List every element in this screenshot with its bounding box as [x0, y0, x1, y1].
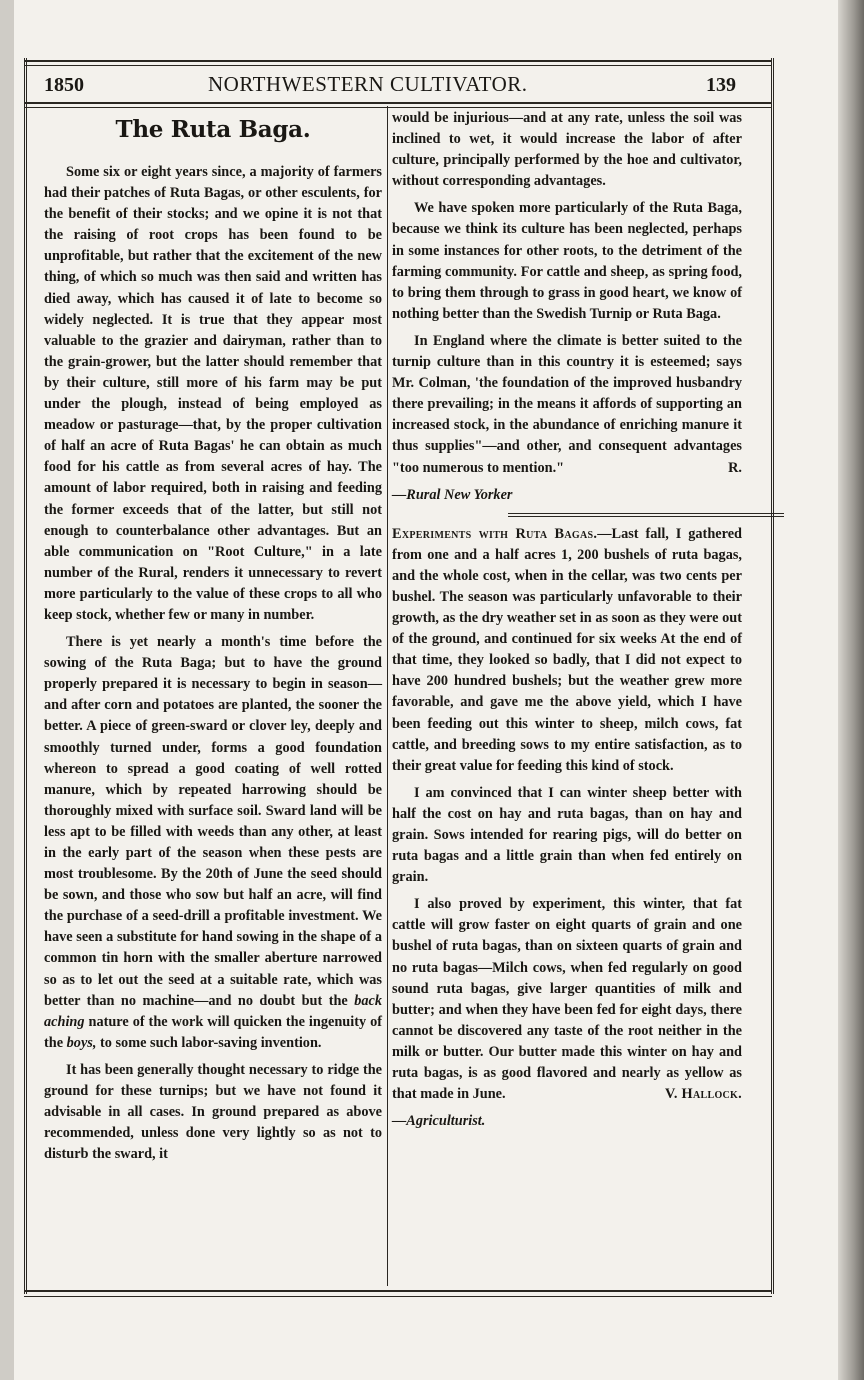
left-column: [44, 162, 382, 1165]
signature: R.: [728, 459, 742, 476]
text: —Last fall, I gathered from one and a half acres 1, 200 bushels of ruta bagas, and the whole cost, when in the cellar, was two cents per bushel. The season was particularly unfavorable to their growth, as the dry weather set in as soon as they were out of the ground, and continued for six weeks At the end of that time, they looked so badly, that I did not expect to have 200 hundred bushels; but the weather grew more favorable, and gave me the above yield, which I have been feeding out this winter to sheep, milch cows, fat cattle, and breeding sows to my entire satisfaction, as to their great value for feeding this kind of stock.: [392, 525, 742, 774]
text: I also proved by experiment, this winter, that fat cattle will grow faster on eight quarts of grain and one bushel of ruta bagas, than on sixteen quarts of grain and no ruta bagas—Milch cows, when fed regularly on good sound ruta bagas, give larger quantities of milk and butter; and when they have been fed for eight days, there cannot be discovered any taste of the root neither in the milk or butter. Our butter made this winter on hay and ruta bagas, is as good flavored and nearly as yellow as that made in June.: [392, 896, 742, 1103]
article-title: The Ruta Baga.: [115, 116, 311, 143]
paragraph: We have spoken more particularly of the Ruta Baga, because we think its culture has been neglected, perhaps in some instances for other roots, to the detriment of the farming community. For cattle and sheep, as spring food, to bring them through to grass in good heart, we know of nothing better than the Swedish Turnip or Ruta Baga.: [392, 200, 742, 322]
column-rule: [387, 106, 388, 1286]
emphasis: boys,: [66, 1034, 97, 1051]
paragraph: [392, 894, 742, 1105]
text: nature of the work will quicken the ingenuity of the: [44, 1013, 382, 1051]
paragraph-continued: would be injurious—and at any rate, unless the soil was inclined to wet, it would increase the labor of after culture, principally performed by the hoe and cultivator, without corresponding advantages.: [392, 110, 742, 190]
text: In England where the climate is better suited to the turnip culture than in this country it is esteemed; says Mr. Colman, 'the foundation of the improved husbandry there prevailing; in the means it affords of supporting an increased stock, in the abundance of enriching manure it thus supplies"—and other, and consequent advantages "too numerous to mention.": [392, 332, 742, 476]
header-year: 1850: [44, 74, 84, 96]
paragraph: [44, 632, 382, 1054]
article-divider: [508, 513, 784, 517]
text: There is yet nearly a month's time before the sowing of the Ruta Baga; but to have the ground properly prepared it is necessary to begin in season—and after corn and potatoes are planted, the sooner the better. A piece of green-sward or clover ley, deeply and smoothly turned under, forms a good foundation whereon to spread a good coating of well rotted manure, which by repeated harrowing should be thoroughly mixed with surface soil. Sward land will be less apt to be filled with weeds than any other, at least in the early part of the season when these pests are most troublesome. By the 20th of June the seed should be sown, and those who sow but half an acre, will find the purchase of a seed-drill a profitable investment. We have seen a substitute for hand sowing in the shape of a common tin horn with the smaller aberture narrowed so as to let out the seed at a suitable rate, which was better than no machine—and no doubt but the: [44, 634, 382, 1009]
paragraph: [392, 524, 742, 777]
signature: V. Hallock.: [665, 1086, 742, 1103]
section-heading: Experiments with Ruta Bagas.: [392, 525, 598, 542]
text: to some such labor-saving invention.: [96, 1034, 322, 1051]
paragraph: It has been generally thought necessary to ridge the ground for these turnips; but we have not found it advisable in all cases. In ground prepared as above recommended, unless done very lightly so as not to disturb the sward, it: [44, 1061, 382, 1163]
bottom-rule: [24, 1290, 772, 1297]
source-credit: —Rural New Yorker: [392, 486, 513, 503]
paragraph: I am convinced that I can winter sheep better with half the cost on hay and ruta bagas, than on hay and grain. Sows intended for rearing pigs, will do better on ruta bagas and a little grain than when fed entirely on grain.: [392, 784, 742, 886]
source-credit: —Agriculturist.: [392, 1113, 486, 1130]
right-column: [392, 108, 742, 1132]
emphasis: back aching: [44, 992, 382, 1030]
header-title: NORTHWESTERN CULTIVATOR.: [208, 72, 528, 96]
header-page-number: 139: [706, 74, 736, 96]
paragraph: [392, 331, 742, 479]
page-edge-shadow: [838, 0, 864, 1380]
paragraph: Some six or eight years since, a majority of farmers had their patches of Ruta Bagas, or other esculents, for the benefit of their stocks; and we opine it is not that the raising of root crops has been found to be unprofitable, but rather that the excitement of the new thing, of which so much was then said and written has died away, which has caused it of late to become so widely neglected. It is true that they appear most valuable to the grazier and dairyman, rather than to the grain-grower, but the latter should remember that by their culture, still more of his farm may be put under the plough, instead of being employed as meadow or pasturage—that, by the proper cultivation of half an acre of Ruta Bagas' he can obtain as much food for his cattle as from several acres of hay. The amount of labor required, both in raising and feeding the former exceeds that of the latter, but still not enough to counterbalance other advantages. But an able communication on "Root Culture," in a late number of the Rural, renders it unnecessary to revert more particularly to the value of these crops to all who keep stock, whether few or many in number.: [44, 164, 382, 623]
